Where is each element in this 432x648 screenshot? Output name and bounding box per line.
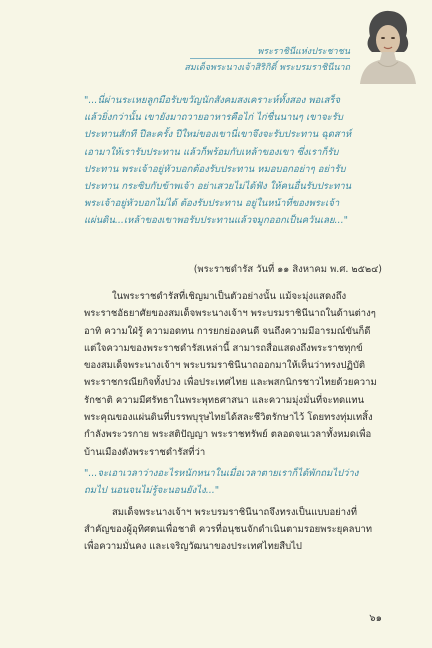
- queen-portrait-image: [356, 6, 418, 84]
- body-text: [84, 288, 384, 555]
- body-line: เพื่อความมั่นคง และเจริญวัฒนาของประเทศไทยสืบไป: [84, 541, 302, 553]
- quote-line: "...นี่ผ่านระเหยลูกมือรับขวัญนักสังคมสงเคราะห์ทั้งสอง พอเสร็จ: [84, 95, 341, 106]
- quote-line: ประทานสักที ปีละครั้ง ปีใหม่ของเขานี่เขาจึงจะรับประทาน ฉุดสาห์: [84, 129, 352, 141]
- quote-line: พระเจ้าอยู่หัวบอกไม่ได้ ต้องรับประทาน อยู่ในหน้าที่ของพระเจ้า: [84, 198, 340, 210]
- page-header: [0, 0, 432, 92]
- header-title: [184, 44, 350, 76]
- body-line: บ้านเมืองดังพระราชดำรัสที่ว่า: [84, 446, 206, 458]
- body-line: ของสมเด็จพระนางเจ้าฯ พระบรมราชินีนาถออกมาให้เห็นว่าทรงปฏิบัติ: [84, 360, 366, 372]
- header-title-line2: สมเด็จพระนางเจ้าสิริกิติ์ พระบรมราชินีนาถ: [184, 63, 350, 73]
- body-line: ในพระราชดำรัสที่เชิญมาเป็นตัวอย่างนั้น แม้จะมุ่งแสดงถึง: [112, 291, 347, 302]
- quote-line: เอามาให้เรารับประทาน แล้วก็พร้อมกับเหล้าของเขา ซึ่งเราก็รับ: [84, 146, 339, 158]
- body-line: สำคัญของผู้อุทิศตนเพื่อชาติ ควรที่อนุชนจักดำเนินตามรอยพระยุคลบาท: [84, 523, 373, 535]
- royal-quote: [84, 92, 384, 230]
- body-line: พระราชกรณียกิจทั้งปวง เพื่อประเทศไทย และพสกนิกรชาวไทยด้วยความ: [84, 377, 377, 389]
- page-number: ๖๑: [369, 613, 382, 624]
- body-line: พระราชอัธยาศัยของสมเด็จพระนางเจ้าฯ พระบรมราชินีนาถในด้านต่างๆ: [84, 308, 376, 320]
- quote-line: แผ่นดิน...เหล้าของเขาพอรับประทานแล้วจมูกออกเป็นควันเลย...": [84, 215, 348, 227]
- body-line: แต่ใจความของพระราชดำรัสเหล่านี้ สามารถสื่อแสดงถึงพระราชทุกข์: [84, 342, 363, 354]
- quote-line: แล้วยิ่งกว่านั้น เขายังมาถวายอาหารคือไก่ ไก่ชื่นนานๆ เขาจะรับ: [84, 112, 343, 124]
- header-title-line1: พระราชินีแห่งประชาชน: [257, 47, 350, 57]
- body-line: กำลังพระวรกาย พระสติปัญญา พระราชทรัพย์ ตลอดจนเวลาทั้งหมดเพื่อ: [84, 429, 372, 441]
- inline-quote-line: ถมไป นอนจนไม่รู้จะนอนยังไง...": [84, 485, 220, 497]
- body-line: พระคุณของแผ่นดินที่บรรพบุรุษไทยได้สละชีวิตรักษาไว้ โดยทรงทุ่มเทสิ้ง: [84, 412, 373, 424]
- body-line: สมเด็จพระนางเจ้าฯ พระบรมราชินีนาถจึงทรงเป็นแบบอย่างที่: [112, 506, 357, 518]
- header-divider: [190, 58, 350, 59]
- quote-citation: (พระราชดำรัส วันที่ ๑๑ สิงหาคม พ.ศ. ๒๕๒๔): [193, 264, 382, 275]
- quote-line: ประทาน กระซิบกับข้าพเจ้า อย่าเสวยไม่ได้ฟัง ให้คนอื่นรับประทาน: [84, 181, 352, 193]
- body-line: อาทิ ความใฝ่รู้ ความอดทน การยกย่องคนดี จนถึงความมีอารมณ์ขันก็ดี: [84, 325, 371, 337]
- body-line: รักชาติ ความมีศรัทธาในพระพุทธศาสนา และความมุ่งมั่นที่จะทดแทน: [84, 394, 365, 406]
- inline-quote-line: "...จะเอาเวลาว่างอะไรหนักหนาในเมื่อเวลาตายเราก็ได้พักถมไปว่าง: [84, 467, 359, 479]
- quote-line: ประทาน พระเจ้าอยู่หัวบอกต้องรับประทาน หมอบอกอย่าๆ อย่ารับ: [84, 163, 346, 175]
